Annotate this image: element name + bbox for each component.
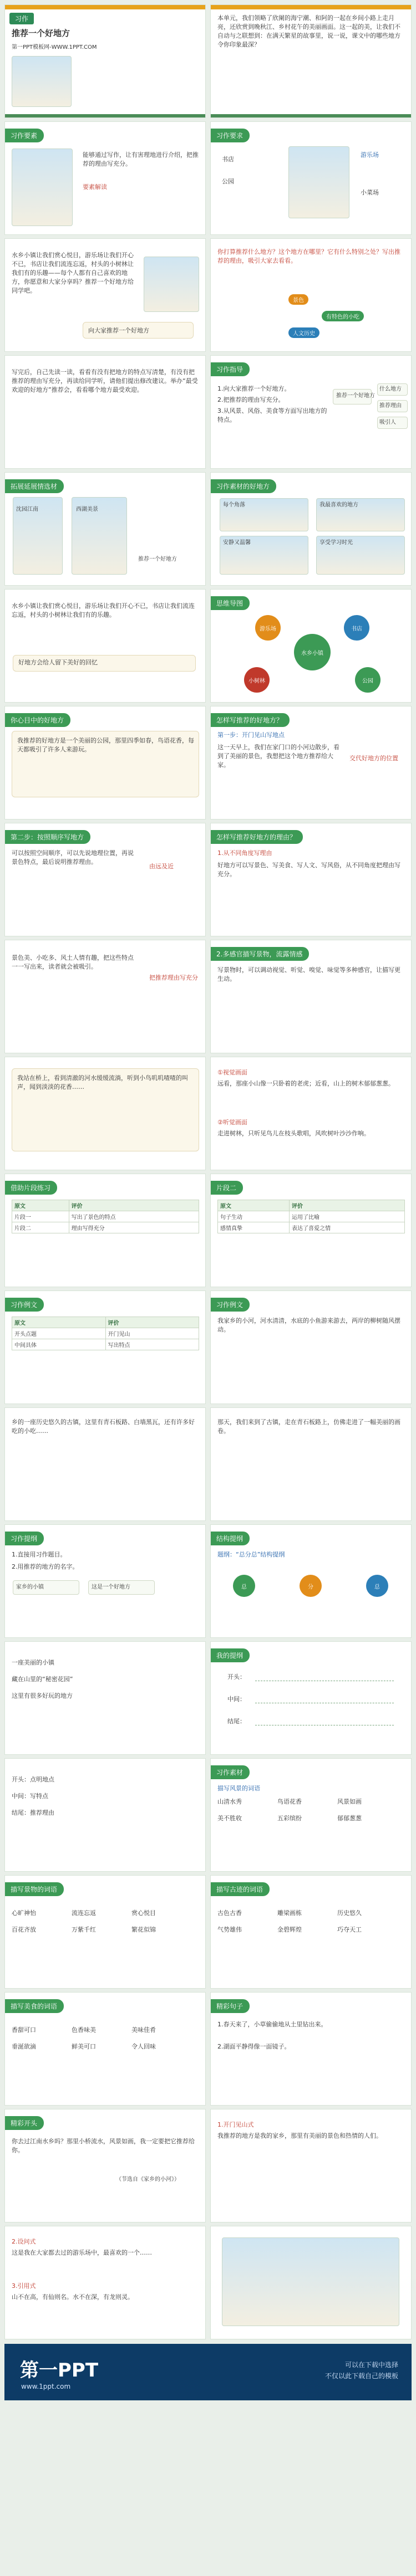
- method-text: 写景物时，可以调动视觉、听觉、嗅觉、味觉等多种感官，让描写更生动。: [217, 966, 400, 982]
- ribbon: 习作指导: [211, 362, 250, 376]
- cell: 表达了喜爱之情: [290, 1222, 405, 1233]
- slide-27: [4, 1524, 206, 1638]
- my-outline-label-1: 开头：: [227, 1673, 246, 1681]
- step-text: 这一天早上，我们在家门口的小河边散步，看到了美丽的景色，我想把这个地方推荐给大家。: [217, 744, 339, 769]
- opening-text: 你去过江南水乡吗？那里小桥流水，风景如画，我一定要把它推荐给你。: [12, 2138, 195, 2154]
- cell: 片段一: [12, 1211, 69, 1222]
- label-4: 享受学习时光: [319, 540, 353, 546]
- slide-1: [4, 4, 206, 118]
- ribbon: 习作要素: [5, 129, 44, 142]
- reason-h: 1.从不同角度写理由: [217, 849, 272, 857]
- outline-map-3: 结尾：推荐理由: [12, 1809, 54, 1816]
- slide-title: 推荐一个好地方: [12, 28, 70, 38]
- ribbon: 习作素材的好地方: [211, 479, 276, 493]
- node-3: [244, 667, 270, 693]
- phrase2-2: 流连忘返: [72, 1909, 96, 1917]
- node-4-label: 公园: [362, 678, 373, 684]
- label-1: 每个角落: [223, 502, 245, 508]
- phrase2-1: 心旷神怡: [12, 1909, 36, 1917]
- slide-5: [4, 238, 206, 352]
- slide-2: [210, 4, 412, 118]
- ribbon: 我的提纲: [211, 1648, 250, 1662]
- slide-34: [210, 1875, 412, 1989]
- photo-1-label: 沈园江南: [16, 506, 38, 513]
- slide-21: [4, 1174, 206, 1287]
- right-title: 游乐场: [361, 151, 379, 158]
- ribbon: 怎样写推荐的好地方？: [211, 713, 290, 727]
- structure-node-3: [366, 1575, 388, 1597]
- label-3: 安静又温馨: [223, 540, 251, 546]
- top-band: [211, 5, 411, 9]
- open3-h: 3.引用式: [12, 2282, 36, 2290]
- badge: 习作: [9, 13, 34, 24]
- structure-node-3-label: 总: [374, 1584, 380, 1590]
- slide-13: [4, 706, 206, 820]
- slide-25: [4, 1407, 206, 1521]
- slide-39: [4, 2226, 206, 2339]
- label-3: 小菜场: [361, 189, 379, 196]
- slide-36: [210, 1992, 412, 2106]
- ribbon: 怎样写推荐好地方的理由？: [211, 830, 303, 844]
- cell: 开头点题: [12, 1328, 106, 1339]
- analogy-h: ①视觉画面: [217, 1069, 247, 1076]
- landscape-image: [12, 148, 73, 226]
- slide-35: [4, 1992, 206, 2106]
- sentence-2: 2.湖面平静得像一面镜子。: [217, 2043, 291, 2050]
- outline-map-2: 中间：写特点: [12, 1793, 48, 1800]
- col-header: 评价: [105, 1317, 199, 1328]
- caption: 向大家推荐一个好地方: [88, 327, 149, 334]
- analogy-text: 远看，那座小山像一只卧着的老虎；近看，山上的树木郁郁葱葱。: [217, 1080, 394, 1087]
- slide-12: [210, 589, 412, 703]
- slide-6: [210, 238, 412, 352]
- ribbon: 习作例文: [5, 1298, 44, 1312]
- intro-text: 本单元，我们领略了欣阑的海宁潮、和阿的一起在乡间小路上走月亮，还欣赏到晚秋江、乡村花午的美丽画面。这一起的美，让我们不自动与之联想到：在满天繁星的故事里，说一说，课文中的哪些地方令你印象最深？: [217, 14, 400, 48]
- open2-h: 2.设问式: [12, 2238, 36, 2245]
- footer-right: [325, 2359, 398, 2382]
- ribbon: 精彩开头: [5, 2116, 44, 2130]
- phrase2-6: 繁花似锦: [131, 1926, 156, 1933]
- open3-text: 山不在高，有仙则名。水不在深，有龙则灵。: [12, 2293, 134, 2301]
- paragraph: 写完后，自己先读一读，看看有没有把地方的特点写清楚，有没有把推荐的理由写充分，再读给同学听，请他们提出修改建议。举办“最受欢迎的好地方”推荐会，看看哪个地方最受欢迎。: [12, 368, 198, 393]
- right-title: 要素解读: [83, 183, 107, 191]
- cover-illustration: [12, 56, 72, 107]
- phrase2-4: 百花齐放: [12, 1926, 36, 1933]
- phrase-3: 风景如画: [337, 1798, 362, 1805]
- phrase4-1: 香甜可口: [12, 2026, 36, 2034]
- outline-box-1-label: 家乡的小镇: [16, 1584, 44, 1590]
- phrase-1: 山清水秀: [217, 1798, 242, 1805]
- slide-24: [210, 1290, 412, 1404]
- slide-14: [210, 706, 412, 820]
- slide-10: [210, 472, 412, 586]
- fragment2-table: [217, 1200, 405, 1233]
- open1-h: 1.开门见山式: [217, 2121, 254, 2128]
- footer-sub[interactable]: www.1ppt.com: [21, 2383, 71, 2390]
- analogy2-text: 走进树林，只听见鸟儿在枝头歌唱，风吹树叶沙沙作响。: [217, 1130, 370, 1137]
- cell: 写出特点: [105, 1339, 199, 1350]
- guide-1: 1.向大家推荐一个好地方。: [217, 385, 291, 392]
- slide-38: [210, 2109, 412, 2222]
- col-header: 原文: [218, 1200, 290, 1211]
- slide-16: [210, 823, 412, 936]
- outline-map-1: 开头：点明地点: [12, 1776, 54, 1783]
- slide-23: [4, 1290, 206, 1404]
- ribbon: 习作例文: [211, 1298, 250, 1312]
- label-2: 我最喜欢的地方: [319, 502, 358, 508]
- label-2: 公园: [222, 178, 234, 185]
- col-header: 原文: [12, 1317, 106, 1328]
- bottom-band: [5, 114, 205, 117]
- top-band: [5, 5, 205, 9]
- col-header: 评价: [290, 1200, 405, 1211]
- ribbon: 2.多感官描写景物，流露情感: [211, 947, 309, 961]
- ribbon: 思维导图: [211, 596, 250, 610]
- phrase3-5: 金碧辉煌: [277, 1926, 302, 1933]
- footer-banner: [4, 2344, 412, 2400]
- slide-37: [4, 2109, 206, 2222]
- center-node: [294, 634, 331, 670]
- phrase3-3: 历史悠久: [337, 1909, 362, 1917]
- slide-9: [4, 472, 206, 586]
- left-text: 能够通过写作，让有害理地进行介绍，把推荐的理由写充分。: [83, 151, 199, 167]
- cell: 句子生动: [218, 1211, 290, 1222]
- slide-4: [210, 121, 412, 235]
- slide-32: [210, 1758, 412, 1872]
- box-2-label: 什么地方: [379, 386, 402, 392]
- cell: 理由写得充分: [69, 1222, 199, 1233]
- ribbon: 习作要求: [211, 129, 250, 142]
- phrase4-4: 垂涎欲滴: [12, 2043, 36, 2050]
- ribbon: 结构提纲: [211, 1532, 250, 1545]
- ribbon: 你心目中的好地方: [5, 713, 70, 727]
- phrase3-1: 古色古香: [217, 1909, 242, 1917]
- structure-center: 题纲：“总分总”结构提纲: [217, 1551, 285, 1558]
- slide-31: [4, 1758, 206, 1872]
- my-outline-label-3: 结尾：: [227, 1718, 246, 1725]
- practice-table: [12, 1317, 199, 1350]
- ribbon: 描写美食的词语: [5, 1999, 64, 2013]
- reason-text: 好地方可以写景色、写美食、写人文、写风俗，从不同角度把理由写充分。: [217, 862, 400, 878]
- slide-15: [4, 823, 206, 936]
- step-side: 交代好地方的位置: [349, 755, 398, 762]
- structure-node-2: [300, 1575, 322, 1597]
- ribbon: 第二步：按照顺序写地方: [5, 830, 90, 844]
- cell: 片段二: [12, 1222, 69, 1233]
- phrase2-5: 万紫千红: [72, 1926, 96, 1933]
- illustration: [144, 257, 199, 312]
- slide-30: [210, 1641, 412, 1755]
- phrase4-3: 美味佳肴: [131, 2026, 156, 2034]
- open2-text: 这是我在大家都去过的游乐场中，最喜欢的一个……: [12, 2249, 152, 2256]
- phrase-5: 五彩缤纷: [277, 1815, 302, 1822]
- ribbon: 借助片段练习: [5, 1181, 57, 1195]
- note: 推荐一个好地方: [138, 556, 177, 562]
- subtitle: 第一PPT模板网-WWW.1PPT.COM: [12, 44, 97, 50]
- guide-2: 2.把推荐的理由写充分。: [217, 396, 285, 403]
- cell: 感情真挚: [218, 1222, 290, 1233]
- slide-20: [210, 1057, 412, 1170]
- chip-3: 人文历史: [288, 327, 319, 338]
- ribbon: 片段二: [211, 1181, 243, 1195]
- my-outline-label-2: 中间：: [227, 1696, 246, 1703]
- ribbon: 拓展延展情选材: [5, 479, 64, 493]
- slide-28: [210, 1524, 412, 1638]
- title-choice-2: 藏在山里的“秘密花园”: [12, 1676, 73, 1683]
- paragraph: 水乡小镇让我们赏心悦目，游乐场让我们开心不已，书店让我们流连忘返，村头的小树林让我们有的乐趣。: [12, 602, 195, 618]
- phrase4-5: 鲜美可口: [72, 2043, 96, 2050]
- ribbon: 描写景物的词语: [5, 1882, 64, 1896]
- box-3-label: 推荐理由: [379, 403, 402, 409]
- steps2-side: 由远及近: [149, 863, 174, 870]
- structure-node-1: [233, 1575, 255, 1597]
- box-1-label: 推荐一个好地方: [336, 393, 375, 399]
- guide-3: 3.从风景、风俗、美食等方面写出地方的特点。: [217, 407, 327, 423]
- slide-33: [4, 1875, 206, 1989]
- ribbon: 精彩句子: [211, 1999, 250, 2013]
- label-1: 书店: [222, 156, 234, 163]
- closing-illustration: [222, 2237, 399, 2326]
- slide-11: [4, 589, 206, 703]
- essay-text: 乡的一座历史悠久的古镇，这里有青石板路、白墙黑瓦，还有许多好吃的小吃……: [12, 1418, 195, 1435]
- node-1: [255, 615, 281, 641]
- phrase-6: 郁郁葱葱: [337, 1815, 362, 1822]
- slide-3: [4, 121, 206, 235]
- center-node-label: 水乡小镇: [301, 650, 323, 657]
- essay2-text: 那天，我们来到了古镇，走在青石板路上，仿佛走进了一幅美丽的画卷。: [217, 1418, 400, 1435]
- slide-19: [4, 1057, 206, 1170]
- phrase3-6: 巧夺天工: [337, 1926, 362, 1933]
- open1-text: 我推荐的地方是我的家乡，那里有美丽的景色和热情的人们。: [217, 2132, 382, 2139]
- structure-node-2-label: 分: [308, 1584, 313, 1590]
- footer-right-2: 不仅以此下载自己的模板: [324, 2372, 398, 2380]
- phrase3-4: 气势雄伟: [217, 1926, 242, 1933]
- step-title: 第一步：开门见山写地点: [217, 731, 285, 739]
- tip: 好地方会给人留下美好的回忆: [18, 659, 98, 666]
- slide-18: [210, 940, 412, 1053]
- phrase3-2: 雕梁画栋: [277, 1909, 302, 1917]
- footer-logo: 第一PPT: [20, 2359, 99, 2382]
- phrase4-2: 色香味美: [72, 2026, 96, 2034]
- col-header: 原文: [12, 1200, 69, 1211]
- ribbon: 描写古迹的词语: [211, 1882, 270, 1896]
- analogy2-h: ②听觉画面: [217, 1119, 247, 1126]
- paragraph: 水乡小镇让我们赏心悦目，游乐场让我们开心不已，书店让我们流连忘返，村头的小树林让我们有的乐趣——每个人都有自己喜欢的地方，你愿意和大家分享吗？推荐一个好地方给同学吧。: [12, 252, 134, 294]
- chip-2: 有特色的小吃: [322, 311, 364, 321]
- phrases-title: 描写风景的词语: [217, 1785, 260, 1792]
- bottom-band: [211, 114, 411, 117]
- phrase4-6: 令人回味: [131, 2043, 156, 2050]
- fragment-table: [12, 1200, 199, 1233]
- node-1-label: 游乐场: [260, 626, 276, 632]
- slide-40: [210, 2226, 412, 2339]
- title-choice-1: 一座美丽的小镇: [12, 1659, 54, 1666]
- slide-22: [210, 1174, 412, 1287]
- cell: 中间具体: [12, 1339, 106, 1350]
- steps2-text: 可以按照空间顺序，可以先说地理位置，再说景色特点，最后说明推荐理由。: [12, 849, 134, 866]
- cell: 运用了比喻: [290, 1211, 405, 1222]
- ribbon: 习作提纲: [5, 1532, 44, 1545]
- outline-1: 1.直接用习作题目。: [12, 1551, 67, 1558]
- outline-2: 2.用推荐的地方的名字。: [12, 1563, 79, 1570]
- phrase-4: 美不胜收: [217, 1815, 242, 1822]
- chip-1: 景色: [288, 294, 308, 305]
- slide-29: [4, 1641, 206, 1755]
- sentence-1: 1.春天来了，小草偷偷地从土里钻出来。: [217, 2021, 327, 2028]
- outline-box-2-label: 这是一个好地方: [92, 1584, 130, 1590]
- opening-src: （节选自《家乡的小河》）: [116, 2176, 180, 2183]
- cell: 开门见山: [105, 1328, 199, 1339]
- slide-7: [4, 355, 206, 469]
- map-illustration: [288, 146, 349, 218]
- slide-17: [4, 940, 206, 1053]
- box-4-label: 吸引人: [379, 419, 396, 426]
- example-text: 我站在桥上，看到清澈的河水缓缓流淌，听到小鸟叽叽喳喳的叫声，闻到淡淡的花香……: [17, 1074, 188, 1090]
- photo-2-label: 西湖美景: [76, 506, 98, 513]
- footer-right-1: 可以在下载中选择: [344, 2361, 398, 2369]
- node-2: [344, 615, 369, 641]
- node-2-label: 书店: [351, 626, 362, 632]
- slide-26: [210, 1407, 412, 1521]
- reason2-side: 把推荐理由写充分: [149, 974, 198, 981]
- phrase2-3: 赏心悦目: [131, 1909, 156, 1917]
- reason2-text: 景色美、小吃多、风土人情有趣，把这些特点一一写出来，读者就会被吸引。: [12, 954, 134, 970]
- ribbon: 习作素材: [211, 1765, 250, 1779]
- col-header: 评价: [69, 1200, 199, 1211]
- practice2-text: 我家乡的小河，河水清清，水底的小鱼游来游去，两岸的柳树随风摆动。: [217, 1317, 400, 1333]
- phrase-2: 鸟语花香: [277, 1798, 302, 1805]
- node-4: [355, 667, 381, 693]
- node-3-label: 小树林: [248, 678, 265, 684]
- cell: 写出了景色的特点: [69, 1211, 199, 1222]
- question: 你打算推荐什么地方？这个地方在哪里？它有什么特别之处？写出推荐的理由，吸引大家去看看。: [217, 248, 400, 264]
- title-choice-3: 这里有很多好玩的地方: [12, 1692, 73, 1699]
- slide-8: [210, 355, 412, 469]
- memory-text: 我推荐的好地方是一个美丽的公园，那里四季如春，鸟语花香，每天都吸引了许多人来游玩。: [17, 737, 194, 753]
- structure-node-1-label: 总: [241, 1584, 247, 1590]
